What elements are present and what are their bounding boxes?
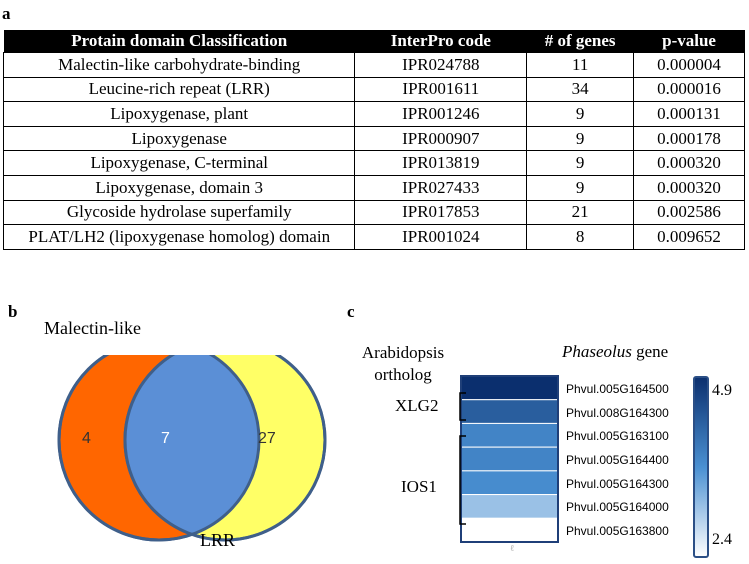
xlg2-bracket (460, 393, 466, 420)
gene-label: Phvul.005G164000 (566, 500, 669, 515)
cell-p-value: 0.000131 (634, 102, 745, 127)
cell-p-value: 0.000320 (634, 151, 745, 176)
table-row (4, 151, 745, 176)
cell-interpro: IPR017853 (355, 200, 527, 225)
cell-gene-count: 21 (527, 200, 634, 225)
cell-p-value: 0.000320 (634, 175, 745, 200)
cell-domain: Lipoxygenase, C-terminal (4, 151, 355, 176)
scale-max-label: 4.9 (712, 382, 732, 399)
cell-gene-count: 9 (527, 151, 634, 176)
cell-p-value: 0.009652 (634, 225, 745, 250)
venn-right-count: 27 (258, 430, 276, 447)
cell-interpro: IPR000907 (355, 126, 527, 151)
cell-gene-count: 9 (527, 175, 634, 200)
cell-p-value: 0.000004 (634, 53, 745, 78)
table-row (4, 126, 745, 151)
gene-header-genus: Phaseolus (562, 342, 632, 361)
cell-p-value: 0.000016 (634, 77, 745, 102)
cell-gene-count: 8 (527, 225, 634, 250)
cell-gene-count: 11 (527, 53, 634, 78)
table-row (4, 175, 745, 200)
group-brackets (456, 390, 476, 530)
ortholog-header: Arabidopsis ortholog (361, 343, 445, 384)
cell-gene-count: 34 (527, 77, 634, 102)
cell-p-value: 0.002586 (634, 200, 745, 225)
table-row (4, 77, 745, 102)
cell-p-value: 0.000178 (634, 126, 745, 151)
cell-interpro: IPR001024 (355, 225, 527, 250)
gene-label: Phvul.005G164400 (566, 453, 669, 467)
domain-table (3, 30, 745, 250)
venn-left-set-label: Malectin-like (44, 318, 141, 338)
panel-a-label: a (2, 4, 11, 23)
cell-interpro: IPR024788 (355, 53, 527, 78)
table-header-row (4, 30, 745, 53)
cell-gene-count: 9 (527, 126, 634, 151)
scale-min-label: 2.4 (712, 531, 732, 548)
gene-label: Phvul.005G163100 (566, 429, 669, 444)
cell-domain: Lipoxygenase, plant (4, 102, 355, 127)
venn-right-set-label: LRR (200, 530, 236, 550)
table-row (4, 102, 745, 127)
venn-left-count: 4 (82, 430, 91, 447)
venn-overlap-count: 7 (161, 430, 170, 447)
panel-c-label: c (347, 302, 355, 321)
header-interpro: InterPro code (355, 30, 527, 53)
cell-domain: Lipoxygenase (4, 126, 355, 151)
cell-interpro: IPR013819 (355, 151, 527, 176)
gene-label: Phvul.005G164500 (566, 381, 669, 396)
cell-interpro: IPR027433 (355, 175, 527, 200)
header-domain: Protain domain Classification (4, 30, 355, 53)
heatmap-footnote: ℓ (510, 543, 515, 553)
gene-header-rest: gene (631, 342, 669, 361)
header-p-value: p-value (634, 30, 745, 53)
venn-diagram (0, 355, 330, 555)
cell-interpro: IPR001246 (355, 102, 527, 127)
ios1-bracket (460, 436, 466, 524)
table-body (4, 53, 745, 250)
header-gene-count: # of genes (527, 30, 634, 53)
cell-domain: PLAT/LH2 (lipoxygenase homolog) domain (4, 225, 355, 250)
gene-label: Phvul.005G163800 (566, 524, 669, 539)
cell-domain: Malectin-like carbohydrate-binding (4, 53, 355, 78)
cell-interpro: IPR001611 (355, 77, 527, 102)
table-row (4, 200, 745, 225)
table-row (4, 225, 745, 250)
cell-domain: Glycoside hydrolase superfamily (4, 200, 355, 225)
cell-gene-count: 9 (527, 102, 634, 127)
gene-label: Phvul.005G164300 (566, 476, 669, 491)
group-label-xlg2: XLG2 (395, 396, 439, 415)
table-row (4, 53, 745, 78)
gene-label: Phvul.008G164300 (566, 405, 669, 420)
group-label-ios1: IOS1 (401, 477, 437, 496)
cell-domain: Lipoxygenase, domain 3 (4, 175, 355, 200)
color-scale-bar (692, 375, 712, 559)
gene-header (562, 342, 668, 362)
panel-b-label: b (8, 302, 18, 321)
cell-domain: Leucine-rich repeat (LRR) (4, 77, 355, 102)
